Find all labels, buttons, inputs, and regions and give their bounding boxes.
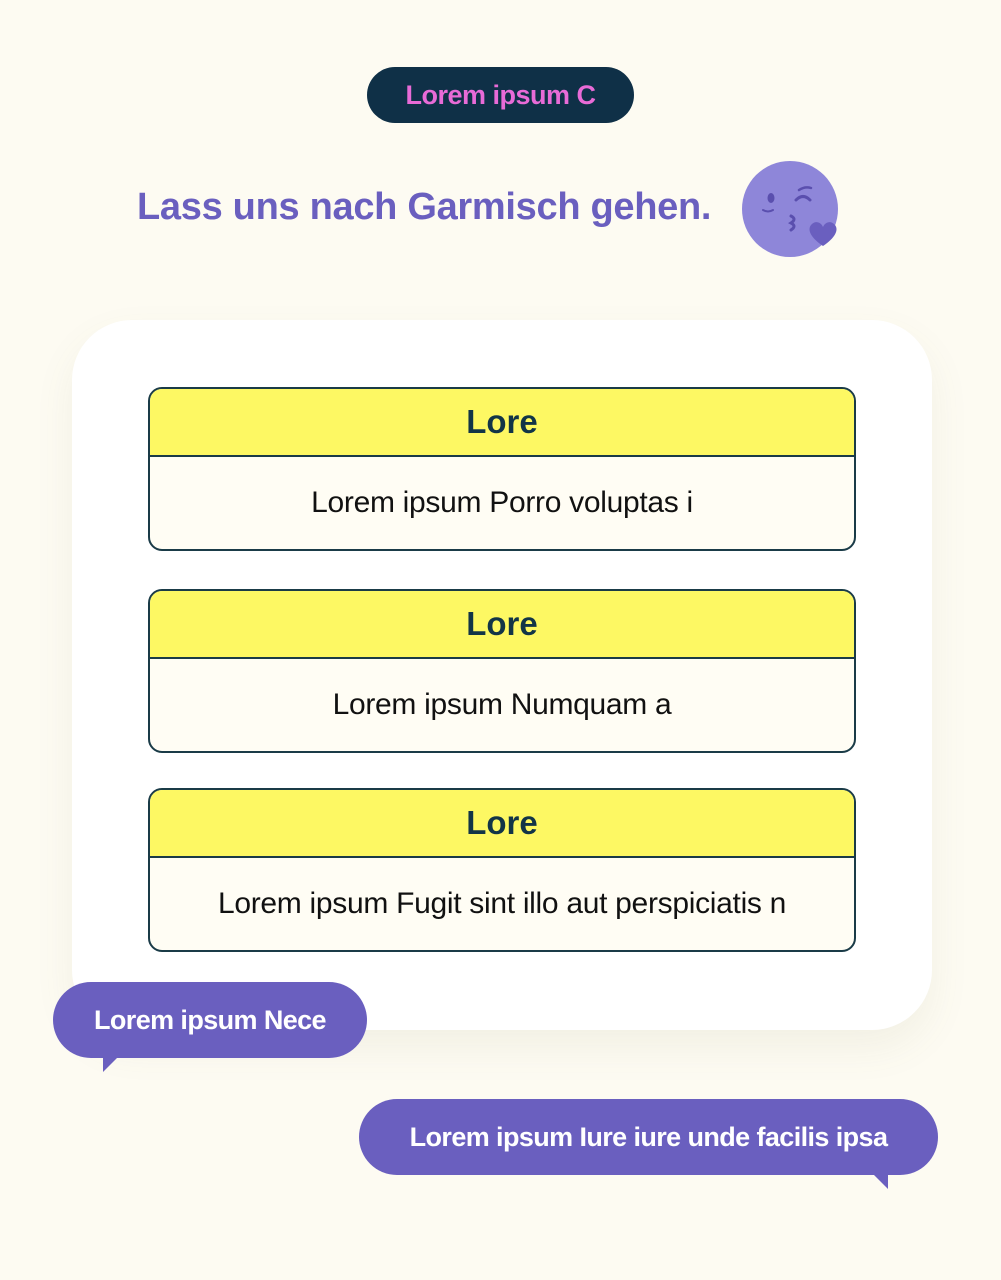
item-text: Lorem ipsum Porro voluptas i bbox=[311, 486, 693, 519]
speech-bubble-right: Lorem ipsum Iure iure unde facilis ipsa bbox=[359, 1099, 938, 1175]
speech-bubble-left: Lorem ipsum Nece bbox=[53, 982, 367, 1058]
list-item bbox=[148, 788, 856, 952]
item-title: Lore bbox=[150, 591, 854, 659]
headline: Lass uns nach Garmisch gehen. bbox=[137, 186, 712, 228]
item-title: Lore bbox=[150, 790, 854, 858]
list-item bbox=[148, 589, 856, 753]
item-title: Lore bbox=[150, 389, 854, 457]
item-text: Lorem ipsum Numquam a bbox=[332, 688, 672, 721]
list-item bbox=[148, 387, 856, 551]
item-text: Lorem ipsum Fugit sint illo aut perspiciatis n bbox=[217, 887, 787, 920]
kissing-face-with-heart-icon bbox=[741, 160, 841, 260]
top-pill-badge: Lorem ipsum C bbox=[367, 67, 634, 123]
